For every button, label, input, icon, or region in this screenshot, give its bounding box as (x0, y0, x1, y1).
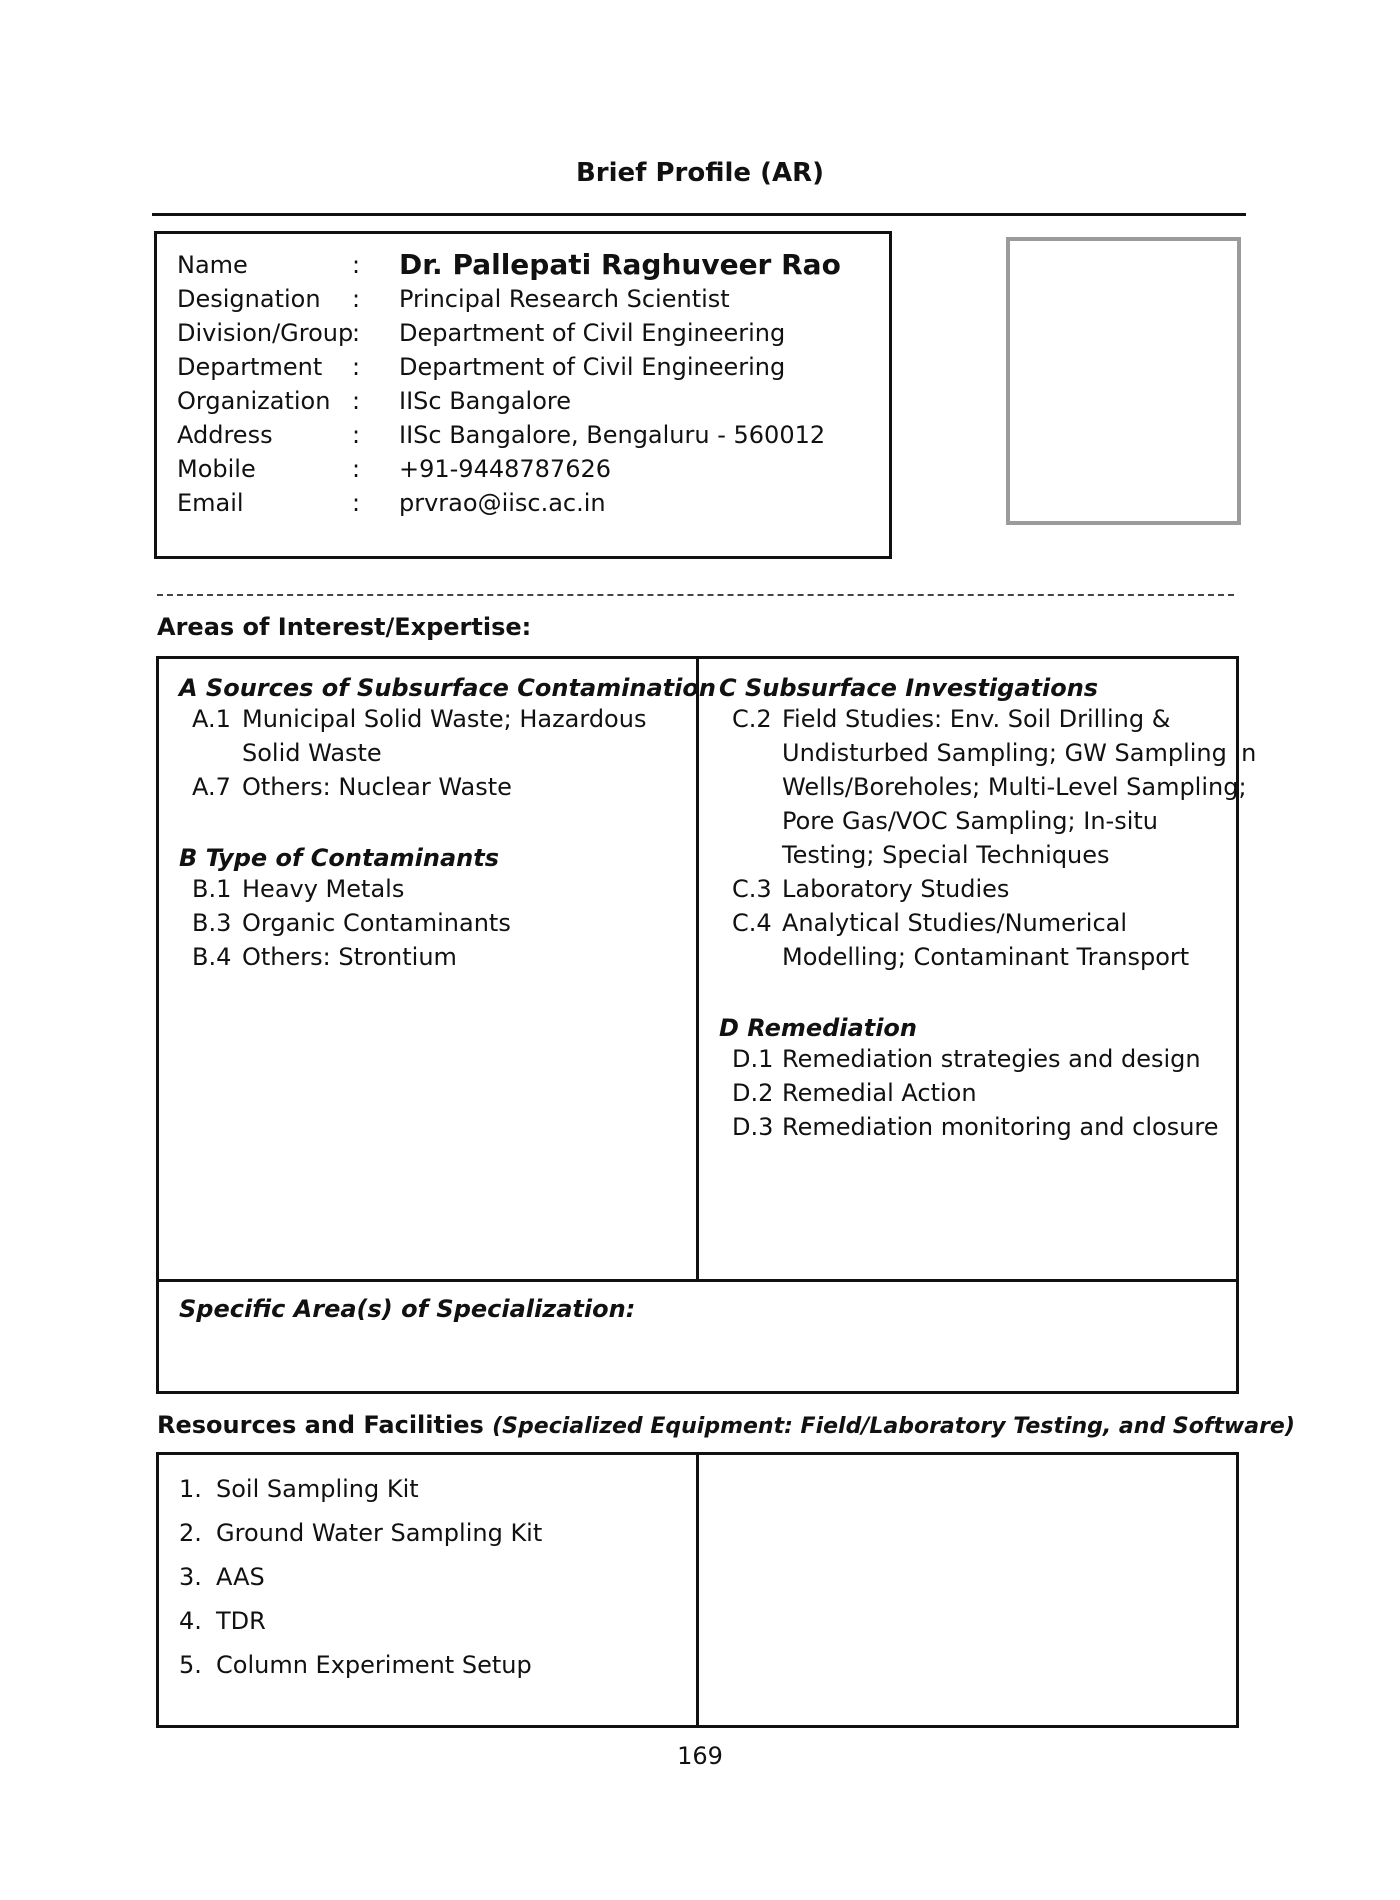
category-title-d: D Remediation (719, 1014, 917, 1042)
title-rule (152, 213, 1246, 216)
profile-value: IISc Bangalore, Bengaluru - 560012 (399, 421, 826, 449)
profile-box (154, 231, 892, 559)
item-line: Remediation strategies and design (782, 1045, 1201, 1073)
profile-colon: : (352, 421, 361, 449)
item-line: Heavy Metals (242, 875, 405, 903)
item-line: Wells/Boreholes; Multi-Level Sampling; (782, 773, 1247, 801)
resources-heading-label: Resources and Facilities (157, 1411, 484, 1439)
resource-text: TDR (216, 1607, 266, 1635)
item-code: C.2 (732, 705, 772, 733)
profile-label: Name (177, 251, 248, 279)
photo-placeholder (1006, 237, 1241, 525)
dashed-separator (157, 594, 1234, 596)
resource-number: 4. (179, 1607, 202, 1635)
profile-colon: : (352, 353, 361, 381)
profile-label: Organization (177, 387, 331, 415)
item-code: D.1 (732, 1045, 774, 1073)
item-line: Modelling; Contaminant Transport (782, 943, 1190, 971)
item-code: B.4 (192, 943, 232, 971)
item-line: Others: Nuclear Waste (242, 773, 512, 801)
profile-colon: : (352, 489, 361, 517)
item-line: Field Studies: Env. Soil Drilling & (782, 705, 1171, 733)
category-title-c: C Subsurface Investigations (719, 674, 1099, 702)
profile-colon: : (352, 455, 361, 483)
profile-colon: : (352, 251, 361, 279)
item-code: C.4 (732, 909, 772, 937)
resource-text: Ground Water Sampling Kit (216, 1519, 543, 1547)
profile-label: Division/Group (177, 319, 354, 347)
profile-value: +91-9448787626 (399, 455, 612, 483)
resource-text: Column Experiment Setup (216, 1651, 532, 1679)
item-code: D.3 (732, 1113, 774, 1141)
resources-column-divider (696, 1455, 699, 1725)
resource-text: Soil Sampling Kit (216, 1475, 419, 1503)
item-code: C.3 (732, 875, 772, 903)
profile-email-value: prvrao@iisc.ac.in (399, 489, 606, 517)
resource-number: 1. (179, 1475, 202, 1503)
item-line: Others: Strontium (242, 943, 457, 971)
profile-label: Address (177, 421, 273, 449)
profile-colon: : (352, 285, 361, 313)
profile-value: Department of Civil Engineering (399, 353, 786, 381)
specialization-heading: Specific Area(s) of Specialization: (179, 1295, 636, 1323)
resources-heading (157, 1411, 1295, 1439)
specialization-box (156, 1279, 1239, 1394)
profile-value: Principal Research Scientist (399, 285, 730, 313)
resource-text: AAS (216, 1563, 265, 1591)
resource-number: 5. (179, 1651, 202, 1679)
profile-colon: : (352, 387, 361, 415)
item-code: D.2 (732, 1079, 774, 1107)
profile-value: IISc Bangalore (399, 387, 571, 415)
areas-column-divider (696, 659, 699, 1279)
resource-number: 3. (179, 1563, 202, 1591)
item-code: A.7 (192, 773, 231, 801)
item-line: Municipal Solid Waste; Hazardous (242, 705, 647, 733)
item-line: Analytical Studies/Numerical (782, 909, 1128, 937)
item-code: A.1 (192, 705, 231, 733)
profile-colon: : (352, 319, 361, 347)
page-number: 169 (677, 1742, 723, 1770)
item-code: B.3 (192, 909, 232, 937)
resources-box (156, 1452, 1239, 1728)
resource-number: 2. (179, 1519, 202, 1547)
item-line: Solid Waste (242, 739, 382, 767)
areas-box (156, 656, 1257, 1282)
item-line: Organic Contaminants (242, 909, 511, 937)
item-line: Pore Gas/VOC Sampling; In-situ (782, 807, 1158, 835)
category-title-b: B Type of Contaminants (179, 844, 500, 872)
item-code: B.1 (192, 875, 232, 903)
item-line: Testing; Special Techniques (782, 841, 1110, 869)
profile-label: Mobile (177, 455, 256, 483)
item-line: Laboratory Studies (782, 875, 1010, 903)
profile-label: Email (177, 489, 244, 517)
areas-heading: Areas of Interest/Expertise: (157, 613, 532, 641)
item-line: Remediation monitoring and closure (782, 1113, 1219, 1141)
resources-heading-note: (Specialized Equipment: Field/Laboratory Testing, and Software) (492, 1414, 1295, 1439)
profile-label: Department (177, 353, 323, 381)
category-title-a: A Sources of Subsurface Contamination (179, 674, 716, 702)
item-line: Undisturbed Sampling; GW Sampling in (782, 739, 1257, 767)
profile-value: Department of Civil Engineering (399, 319, 786, 347)
profile-label: Designation (177, 285, 321, 313)
profile-name-value: Dr. Pallepati Raghuveer Rao (399, 248, 841, 281)
page-title: Brief Profile (AR) (575, 158, 825, 188)
item-line: Remedial Action (782, 1079, 977, 1107)
